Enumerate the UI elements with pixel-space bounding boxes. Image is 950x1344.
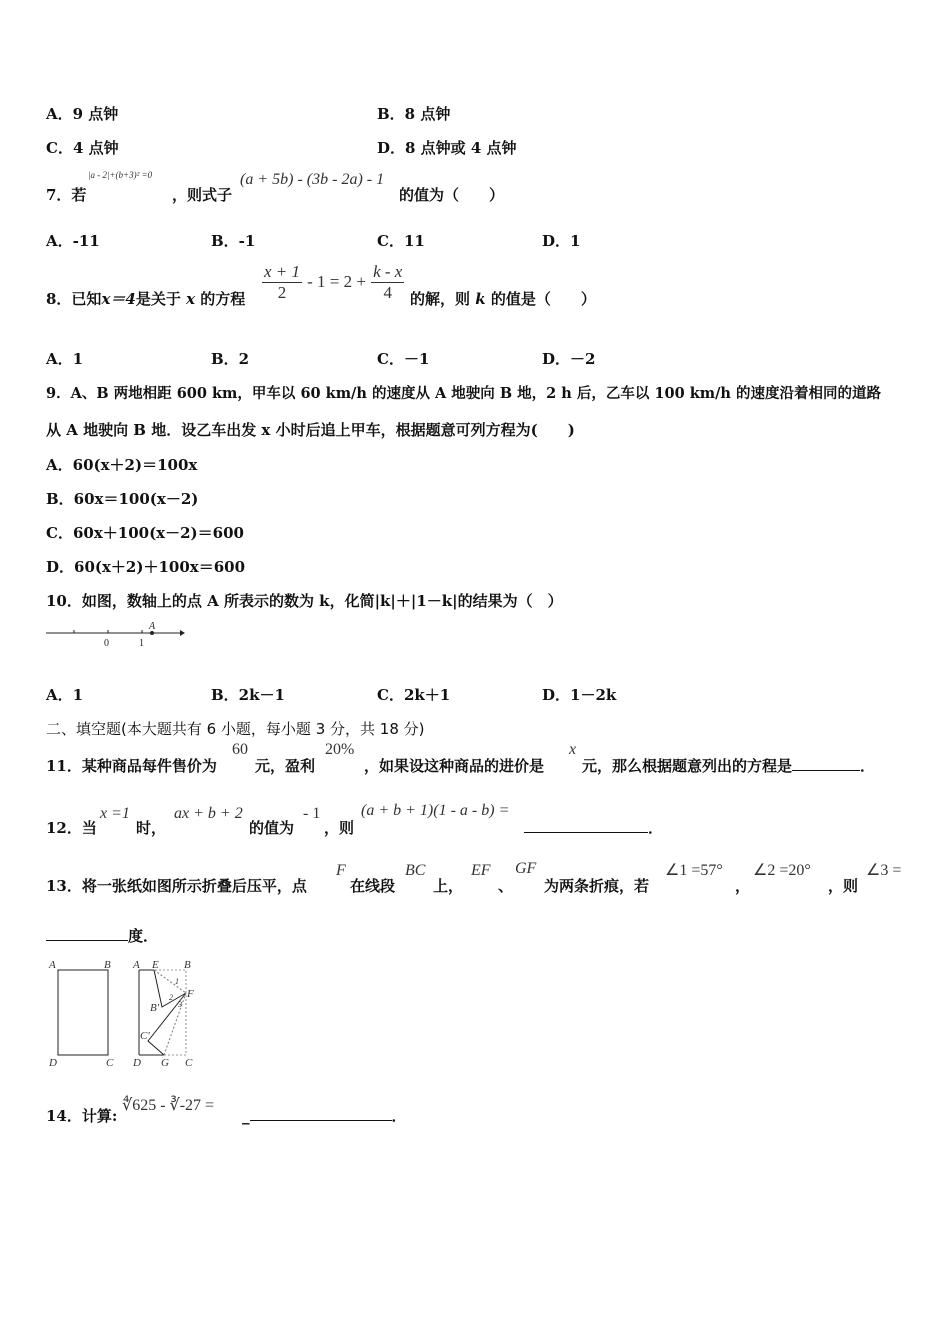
q14-answer-blank[interactable] xyxy=(250,1106,392,1121)
section-2-heading: 二、填空题(本大题共有 6 小题，每小题 3 分，共 18 分) xyxy=(46,720,425,738)
label-angle-2: 2 xyxy=(169,993,173,1002)
q11-prefix: 11．某种商品每件售价为 xyxy=(46,757,217,775)
label-a2: A xyxy=(133,959,140,971)
q13-t1: 在线段 xyxy=(350,877,396,895)
q13-angle2: ∠2 =20° xyxy=(753,862,811,879)
q14-prefix: 14．计算: xyxy=(46,1107,118,1125)
q11-answer-blank[interactable] xyxy=(792,756,860,771)
label-b-prime: B′ xyxy=(150,1002,160,1014)
q9-option-b: B．60x＝100(x－2) xyxy=(46,490,199,508)
q11-price: 60 xyxy=(232,741,248,758)
q10-option-b: B．2k－1 xyxy=(211,686,285,704)
q8-equation xyxy=(262,262,404,303)
label-c: C xyxy=(106,1057,114,1069)
q8-option-c: C．－1 xyxy=(377,350,430,368)
q12-cond: x =1 xyxy=(100,805,130,822)
point-a-label: A xyxy=(149,621,156,632)
q8-suffix: 的值是（ ） xyxy=(490,290,596,308)
q8-x-eq: x＝4 xyxy=(101,290,136,308)
question-7 xyxy=(46,184,86,205)
q13-t5: ，则 xyxy=(828,877,859,895)
q10-text: 10．如图，数轴上的点 A 所表示的数为 k，化简|k|＋|1－k|的结果为（ ） xyxy=(46,592,563,610)
label-e: E xyxy=(152,959,159,971)
q8-option-b: B．2 xyxy=(211,350,250,368)
crease-ef xyxy=(154,970,186,993)
label-angle-3: 3 xyxy=(178,1000,182,1009)
q9-line-2: 从 A 地驶向 B 地．设乙车出发 x 小时后追上甲车，根据题意可列方程为( ) xyxy=(46,421,575,439)
label-b: B xyxy=(104,959,111,971)
label-c2: C xyxy=(185,1057,193,1069)
number-line-figure xyxy=(44,618,188,652)
q10-option-d: D．1－2k xyxy=(542,686,617,704)
q8-mid: - 1 = 2 + xyxy=(307,272,366,291)
q6-option-a: A．9 点钟 xyxy=(46,105,119,123)
q10-option-a: A．1 xyxy=(46,686,84,704)
q8-prefix: 8．已知 xyxy=(46,290,102,308)
q11-var: x xyxy=(569,741,577,758)
q9-line-1: 9．A、B 两地相距 600 km，甲车以 60 km/h 的速度从 A 地驶向 B 地，2 h 后，乙车以 100 km/h 的速度沿着相同的道路 xyxy=(46,385,882,402)
q9-option-a: A．60(x＋2)＝100x xyxy=(46,456,198,474)
number-line-arrow xyxy=(180,630,185,636)
q8-var-x: x xyxy=(186,290,196,308)
q11-t2: ，如果设这种商品的进价是 xyxy=(364,757,545,775)
q8-text3: 的解，则 xyxy=(410,290,471,308)
q6-option-c: C．4 点钟 xyxy=(46,139,119,157)
q13-angle1: ∠1 =57° xyxy=(665,862,723,879)
q11-t3: 元，那么根据题意列出的方程是 ． xyxy=(582,757,876,775)
q13-ef: EF xyxy=(471,862,491,879)
label-zero: 0 xyxy=(104,638,109,649)
q11-profit: 20% xyxy=(325,741,355,758)
q13-comma: ， xyxy=(735,877,751,895)
q7-option-b: B．-1 xyxy=(211,232,256,250)
q7-option-c: C．11 xyxy=(377,232,425,250)
q6-option-d: D．8 点钟或 4 点钟 xyxy=(377,139,517,157)
q7-option-d: D．1 xyxy=(542,232,581,250)
rect-abcd xyxy=(58,970,108,1055)
q13-prefix: 13．将一张纸如图所示折叠后压平，点 xyxy=(46,877,307,895)
q11-t1: 元，盈利 xyxy=(255,757,316,775)
q13-answer-blank[interactable] xyxy=(46,926,128,941)
q6-option-b: B．8 点钟 xyxy=(377,105,451,123)
q14-expr: ∜625 - ∛-27 = xyxy=(122,1097,215,1114)
q7-suffix: 的值为（ ） xyxy=(399,186,505,204)
question-8 xyxy=(46,288,245,309)
q10-option-c: C．2k＋1 xyxy=(377,686,451,704)
q8-text2: 的方程 xyxy=(200,290,246,308)
label-c-prime: C′ xyxy=(140,1030,150,1042)
q7-middle: ，则式子 xyxy=(172,186,233,204)
q12-prefix: 12．当 xyxy=(46,819,97,837)
q8-text1: 是关于 xyxy=(135,290,181,308)
q13-f: F xyxy=(336,862,346,879)
q14-answer: _ ． xyxy=(242,1107,407,1125)
q12-t1: 时， xyxy=(136,819,167,837)
q12-expr2: (a + b + 1)(1 - a - b) = xyxy=(361,802,510,819)
q12-answer: ． xyxy=(524,817,663,838)
q7-condition: |a - 2|+(b+3)² =0 xyxy=(88,170,153,180)
q13-gf: GF xyxy=(515,860,537,877)
q8-option-a: A．1 xyxy=(46,350,84,368)
q13-t4: 为两条折痕，若 xyxy=(544,877,650,895)
q9-option-d: D．60(x＋2)＋100x＝600 xyxy=(46,558,246,576)
crease-gf xyxy=(164,993,186,1055)
label-one: 1 xyxy=(139,638,144,649)
q13-t3: 、 xyxy=(498,877,514,895)
label-angle-1: 1 xyxy=(175,977,179,986)
q8-tail xyxy=(410,288,596,309)
label-d2: D xyxy=(133,1057,141,1069)
label-a: A xyxy=(49,959,56,971)
label-b2: B xyxy=(184,959,191,971)
label-d: D xyxy=(49,1057,57,1069)
q8-option-d: D．－2 xyxy=(542,350,596,368)
q13-bc: BC xyxy=(405,862,426,879)
q12-expr: ax + b + 2 xyxy=(174,805,243,822)
q12-t2: 的值为 xyxy=(249,819,295,837)
q13-angle3: ∠3 = xyxy=(866,862,902,879)
q8-fraction-1: $\frac{x + 1}{2}$ xyxy=(264,262,301,302)
q13-t2: 上， xyxy=(433,877,464,895)
q7-option-a: A．-11 xyxy=(46,232,100,250)
label-g: G xyxy=(161,1057,169,1069)
q12-answer-blank[interactable] xyxy=(524,818,648,833)
q12-val: - 1 xyxy=(303,805,321,822)
q9-option-c: C．60x＋100(x－2)＝600 xyxy=(46,524,244,542)
q7-prefix: 7．若 xyxy=(46,186,87,204)
label-f: F xyxy=(187,988,194,1000)
q8-fraction-2: $\frac{k - x}{4}$ xyxy=(373,262,403,302)
q13-answer: 度． xyxy=(46,925,158,946)
q7-expression: (a + 5b) - (3b - 2a) - 1 xyxy=(240,171,385,188)
q8-var-k: k xyxy=(475,290,486,308)
folding-figure xyxy=(44,955,204,1071)
q12-t3: ，则 xyxy=(324,819,355,837)
